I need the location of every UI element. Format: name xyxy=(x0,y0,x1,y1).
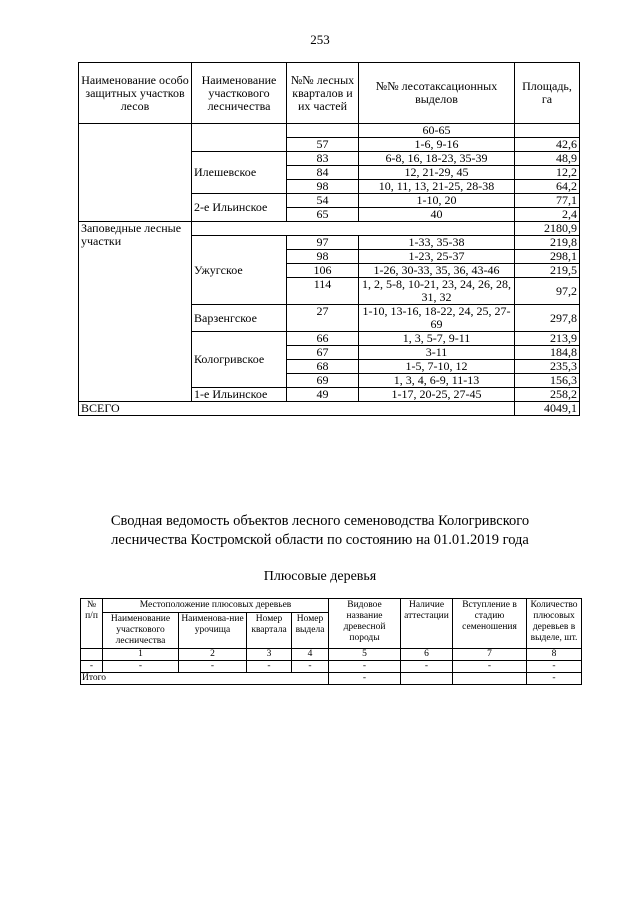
col-header-section: Номер выдела xyxy=(292,613,329,649)
table-row xyxy=(79,124,580,138)
sections-cell: 1, 3, 5-7, 9-11 xyxy=(359,332,515,346)
area-cell: 12,2 xyxy=(515,166,580,180)
col-header-sections: №№ лесотаксационных выделов xyxy=(359,63,515,124)
sections-cell: 1-26, 30-33, 35, 36, 43-46 xyxy=(359,264,515,278)
col-header-quarters: №№ лесных кварталов и их частей xyxy=(287,63,359,124)
area-cell: 2180,9 xyxy=(515,222,580,236)
total-count: - xyxy=(527,673,582,685)
total-row xyxy=(79,402,580,416)
area-cell: 48,9 xyxy=(515,152,580,166)
total-label: Итого xyxy=(81,673,329,685)
data-cell: - xyxy=(103,661,179,673)
column-number-row xyxy=(81,649,582,661)
sections-cell: 1-33, 35-38 xyxy=(359,236,515,250)
area-cell: 258,2 xyxy=(515,388,580,402)
column-number-cell: 4 xyxy=(292,649,329,661)
data-cell: - xyxy=(453,661,527,673)
area-cell: 298,1 xyxy=(515,250,580,264)
sections-cell: 12, 21-29, 45 xyxy=(359,166,515,180)
area-cell: 2,4 xyxy=(515,208,580,222)
page-number: 253 xyxy=(310,32,330,47)
col-header-district: Наименование участкового лесничества xyxy=(192,63,287,124)
col-header-tract: Наименова-ние урочища xyxy=(179,613,247,649)
area-cell: 42,6 xyxy=(515,138,580,152)
area-cell: 156,3 xyxy=(515,374,580,388)
district-cell: 1-е Ильинское xyxy=(192,388,287,402)
quarter-cell: 97 xyxy=(287,236,359,250)
section-subheading: Плюсовые деревья xyxy=(263,569,377,584)
sections-cell: 1, 3, 4, 6-9, 11-13 xyxy=(359,374,515,388)
quarter-cell: 114 xyxy=(287,278,359,305)
sections-cell: 40 xyxy=(359,208,515,222)
total-species: - xyxy=(329,673,401,685)
table-header-row xyxy=(79,63,580,124)
plus-trees-table xyxy=(80,598,582,685)
subtotal-blank-cell xyxy=(192,222,515,236)
column-number-cell: 3 xyxy=(247,649,292,661)
data-cell: - xyxy=(527,661,582,673)
data-cell: - xyxy=(179,661,247,673)
quarter-cell: 68 xyxy=(287,360,359,374)
district-cell: 2-е Ильинское xyxy=(192,194,287,222)
quarter-cell: 84 xyxy=(287,166,359,180)
area-cell: 219,8 xyxy=(515,236,580,250)
quarter-cell: 57 xyxy=(287,138,359,152)
data-cell xyxy=(401,673,453,685)
quarter-cell: 49 xyxy=(287,388,359,402)
quarter-cell: 65 xyxy=(287,208,359,222)
sections-cell: 1-23, 25-37 xyxy=(359,250,515,264)
sections-cell: 1-6, 9-16 xyxy=(359,138,515,152)
district-cell xyxy=(192,124,287,152)
quarter-cell: 98 xyxy=(287,180,359,194)
summary-heading-line-2: лесничества Костромской области по состоянию на 01.01.2019 года xyxy=(111,532,529,548)
col-header-district: Наименование участкового лесничества xyxy=(103,613,179,649)
table-header-row xyxy=(81,599,582,613)
quarter-cell: 98 xyxy=(287,250,359,264)
data-cell: - xyxy=(401,661,453,673)
area-cell: 219,5 xyxy=(515,264,580,278)
table-row xyxy=(79,222,580,236)
area-name-cell: Заповедные лесные участки xyxy=(79,222,192,402)
area-cell: 97,2 xyxy=(515,278,580,305)
quarter-cell: 106 xyxy=(287,264,359,278)
sections-cell: 1-17, 20-25, 27-45 xyxy=(359,388,515,402)
total-area: 4049,1 xyxy=(515,402,580,416)
data-cell: - xyxy=(81,661,103,673)
column-number-cell: 6 xyxy=(401,649,453,661)
data-cell: - xyxy=(247,661,292,673)
col-header-quarter: Номер квартала xyxy=(247,613,292,649)
quarter-cell: 69 xyxy=(287,374,359,388)
sections-cell: 1, 2, 5-8, 10-21, 23, 24, 26, 28, 31, 32 xyxy=(359,278,515,305)
column-number-cell: 1 xyxy=(103,649,179,661)
quarter-cell: 27 xyxy=(287,305,359,332)
col-header-area-name: Наименование особо защитных участков лесов xyxy=(79,63,192,124)
col-header-certification: Наличие аттестации xyxy=(401,599,453,649)
quarter-cell: 54 xyxy=(287,194,359,208)
column-number-cell: 7 xyxy=(453,649,527,661)
district-cell: Варзенгское xyxy=(192,305,287,332)
col-header-count: Количество плюсовых деревьев в выделе, шт. xyxy=(527,599,582,649)
column-number-cell: 5 xyxy=(329,649,401,661)
forest-areas-table xyxy=(78,62,580,416)
col-header-num: № п/п xyxy=(81,599,103,649)
col-header-seeding: Вступление в стадию семеношения xyxy=(453,599,527,649)
quarter-cell: 66 xyxy=(287,332,359,346)
area-cell: 77,1 xyxy=(515,194,580,208)
sections-cell: 1-10, 20 xyxy=(359,194,515,208)
summary-heading-line-1: Сводная ведомость объектов лесного семеноводства Кологривского xyxy=(110,513,530,529)
sections-cell: 10, 11, 13, 21-25, 28-38 xyxy=(359,180,515,194)
sections-cell: 1-10, 13-16, 18-22, 24, 25, 27-69 xyxy=(359,305,515,332)
data-cell: - xyxy=(329,661,401,673)
total-row xyxy=(81,673,582,685)
quarter-cell xyxy=(287,124,359,138)
sections-cell: 1-5, 7-10, 12 xyxy=(359,360,515,374)
data-cell xyxy=(453,673,527,685)
column-number-cell xyxy=(81,649,103,661)
total-label: ВСЕГО xyxy=(79,402,515,416)
quarter-cell: 67 xyxy=(287,346,359,360)
district-cell: Илешевское xyxy=(192,152,287,194)
area-name-cell xyxy=(79,124,192,222)
area-cell: 184,8 xyxy=(515,346,580,360)
area-cell: 64,2 xyxy=(515,180,580,194)
sections-cell: 6-8, 16, 18-23, 35-39 xyxy=(359,152,515,166)
district-cell: Кологривское xyxy=(192,332,287,388)
col-header-location: Местоположение плюсовых деревьев xyxy=(103,599,329,613)
area-cell xyxy=(515,124,580,138)
table-row xyxy=(81,661,582,673)
area-cell: 235,3 xyxy=(515,360,580,374)
col-header-species: Видовое название древесной породы xyxy=(329,599,401,649)
data-cell: - xyxy=(292,661,329,673)
column-number-cell: 8 xyxy=(527,649,582,661)
quarter-cell: 83 xyxy=(287,152,359,166)
district-cell: Ужугское xyxy=(192,236,287,305)
sections-cell: 60-65 xyxy=(359,124,515,138)
sections-cell: 3-11 xyxy=(359,346,515,360)
col-header-area: Площадь, га xyxy=(515,63,580,124)
column-number-cell: 2 xyxy=(179,649,247,661)
area-cell: 213,9 xyxy=(515,332,580,346)
area-cell: 297,8 xyxy=(515,305,580,332)
